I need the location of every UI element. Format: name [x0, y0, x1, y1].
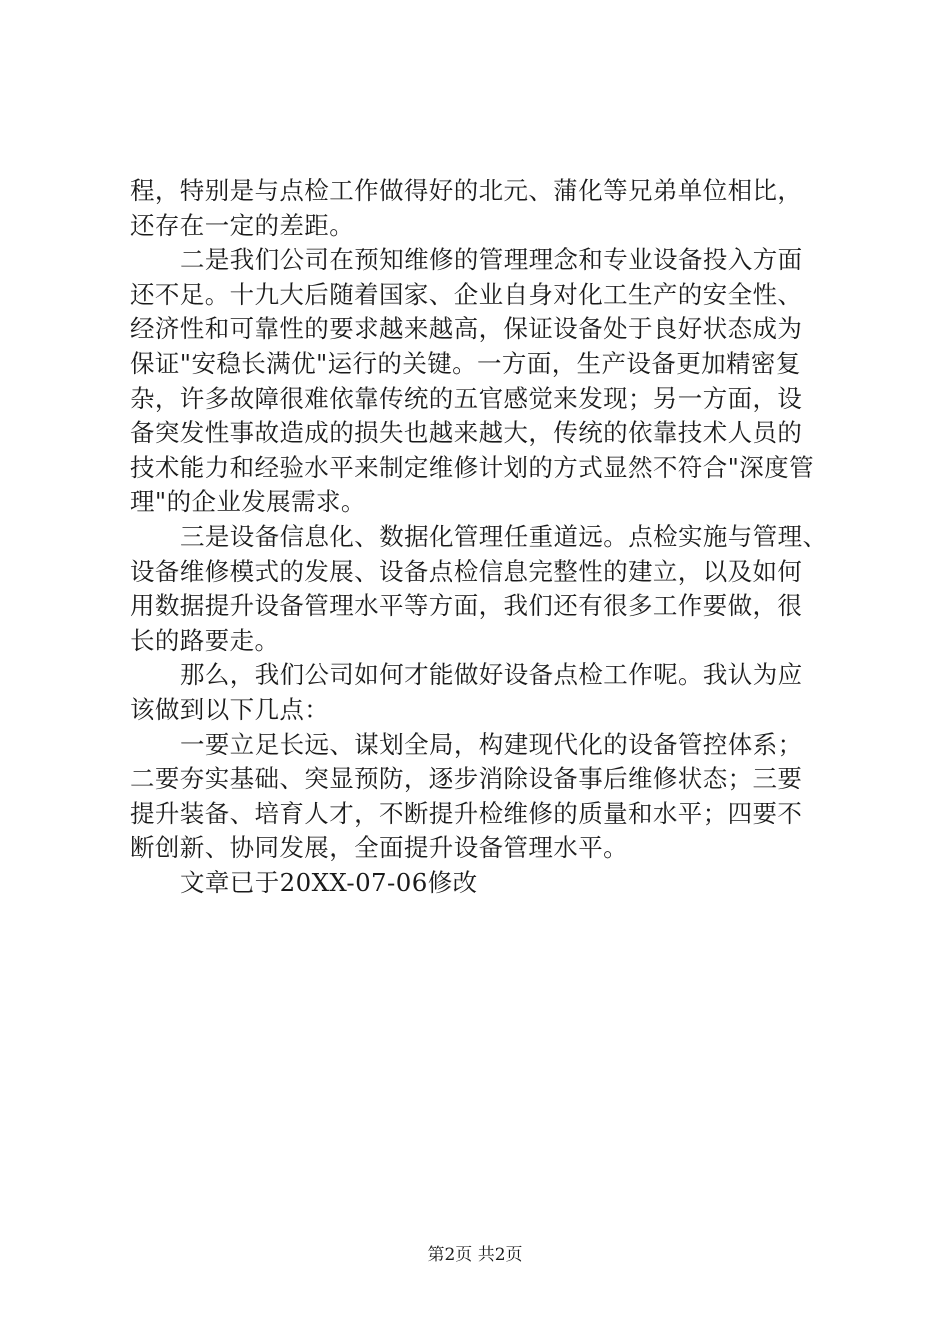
text-line: 程，特别是与点检工作做得好的北元、蒲化等兄弟单位相比，: [130, 176, 803, 205]
text-line: 经济性和可靠性的要求越来越高，保证设备处于良好状态成为: [130, 314, 803, 344]
text-line: 三是设备信息化、数据化管理任重道远。点检实施与管理、: [180, 521, 828, 551]
modified-note: 文章已于20XX-07-06修改: [180, 867, 478, 897]
text-line: 设备维修模式的发展、设备点检信息完整性的建立，以及如何: [130, 556, 803, 586]
paragraph-4: [130, 658, 830, 727]
text-line: 还不足。十九大后随着国家、企业自身对化工生产的安全性、: [130, 279, 803, 309]
text-line: 断创新、协同发展，全面提升设备管理水平。: [130, 833, 628, 863]
page-footer: 第2页 共2页: [427, 1245, 523, 1265]
paragraph-5: [130, 728, 830, 866]
text-line: 保证"安稳长满优"运行的关键。一方面，生产设备更加精密复: [130, 348, 801, 378]
text-line: 还存在一定的差距。: [130, 210, 355, 240]
text-line: 杂，许多故障很难依靠传统的五官感觉来发现；另一方面，设: [130, 383, 803, 413]
text-line: 该做到以下几点：: [130, 694, 330, 724]
text-line: 一要立足长远、谋划全局，构建现代化的设备管控体系；: [180, 729, 803, 759]
text-line: 提升装备、培育人才，不断提升检维修的质量和水平；四要不: [130, 798, 803, 828]
paragraph-1: [130, 174, 830, 243]
text-line: 二要夯实基础、突显预防，逐步消除设备事后维修状态；三要: [130, 764, 803, 794]
paragraph-6: [130, 866, 830, 901]
text-line: 用数据提升设备管理水平等方面，我们还有很多工作要做，很: [130, 591, 803, 621]
document-body: [130, 174, 830, 900]
text-line: 理"的企业发展需求。: [130, 487, 366, 517]
text-line: 技术能力和经验水平来制定维修计划的方式显然不符合"深度管: [130, 452, 814, 482]
text-line: 长的路要走。: [130, 625, 280, 655]
text-line: 备突发性事故造成的损失也越来越大，传统的依靠技术人员的: [130, 418, 803, 448]
paragraph-3: [130, 520, 830, 658]
text-line: 二是我们公司在预知维修的管理理念和专业设备投入方面: [180, 245, 803, 275]
text-line: 那么，我们公司如何才能做好设备点检工作呢。我认为应: [180, 660, 803, 690]
paragraph-2: [130, 243, 830, 520]
